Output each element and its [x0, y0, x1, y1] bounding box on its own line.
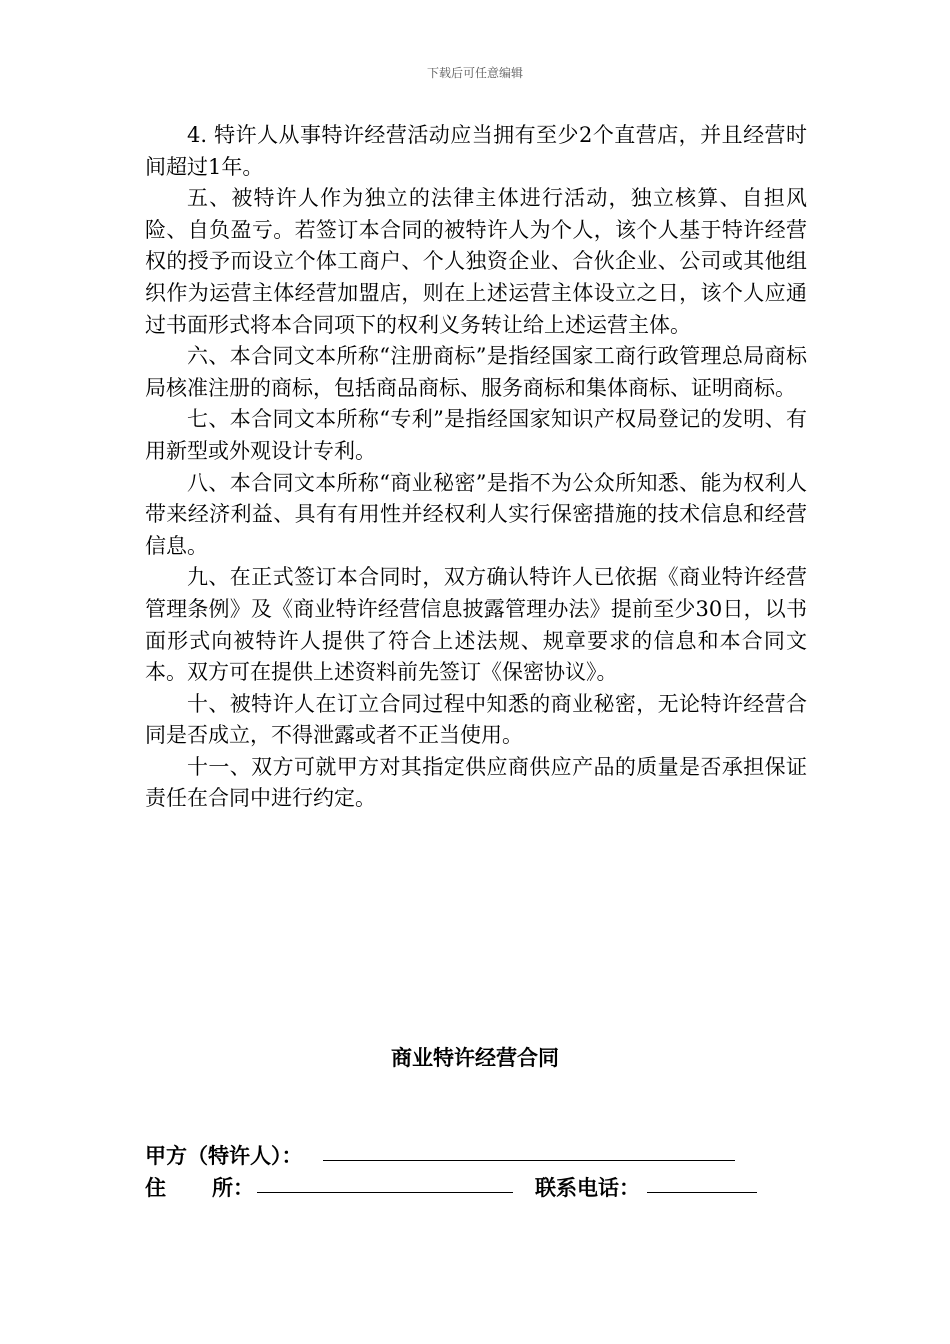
party-a-label: 甲方（特许人）： [145, 1144, 303, 1168]
paragraph-11: 十一、双方可就甲方对其指定供应商供应产品的质量是否承担保证责任在合同中进行约定。 [145, 754, 807, 811]
address-row [145, 1172, 765, 1202]
paragraph-7: 七、本合同文本所称“专利”是指经国家知识产权局登记的发明、有用新型或外观设计专利。 [145, 407, 807, 463]
address-blank[interactable] [257, 1192, 513, 1193]
phone-label: 联系电话： [535, 1176, 640, 1200]
paragraph-5: 五、被特许人作为独立的法律主体进行活动，独立核算、自担风险、自负盈亏。若签订本合同的被特许人为个人，该个人基于特许经营权的授予而设立个体工商户、个人独资企业、合伙企业、公司或其他组织作为运营主体经营加盟店，则在上述运营主体设立之日，该个人应通过书面形式将本合同项下的权利义务转让给上述运营主体。 [145, 186, 807, 337]
paragraph-4: 4. 特许人从事特许经营活动应当拥有至少2个直营店，并且经营时间超过1年。 [145, 123, 807, 179]
phone-blank[interactable] [647, 1192, 757, 1193]
paragraph-9: 九、在正式签订本合同时，双方确认特许人已依据《商业特许经营管理条例》及《商业特许经营信息披露管理办法》提前至少30日，以书面形式向被特许人提供了符合上述法规、规章要求的信息和本合同文本。双方可在提供上述资料前先签订《保密协议》。 [145, 565, 807, 685]
body-text [145, 120, 807, 815]
contract-title: 商业特许经营合同 [391, 1046, 559, 1070]
address-label-1: 住 [145, 1176, 166, 1200]
page-header-note: 下载后可任意编辑 [426, 66, 523, 80]
party-a-row [145, 1140, 765, 1170]
party-a-blank[interactable] [323, 1160, 735, 1161]
paragraph-6: 六、本合同文本所称“注册商标”是指经国家工商行政管理总局商标局核准注册的商标，包括商品商标、服务商标和集体商标、证明商标。 [145, 344, 807, 400]
paragraph-10: 十、被特许人在订立合同过程中知悉的商业秘密，无论特许经营合同是否成立，不得泄露或者不正当使用。 [145, 691, 807, 748]
address-label-2: 所： [212, 1176, 254, 1200]
paragraph-8: 八、本合同文本所称“商业秘密”是指不为公众所知悉、能为权利人带来经济利益、具有有用性并经权利人实行保密措施的技术信息和经营信息。 [145, 470, 807, 558]
